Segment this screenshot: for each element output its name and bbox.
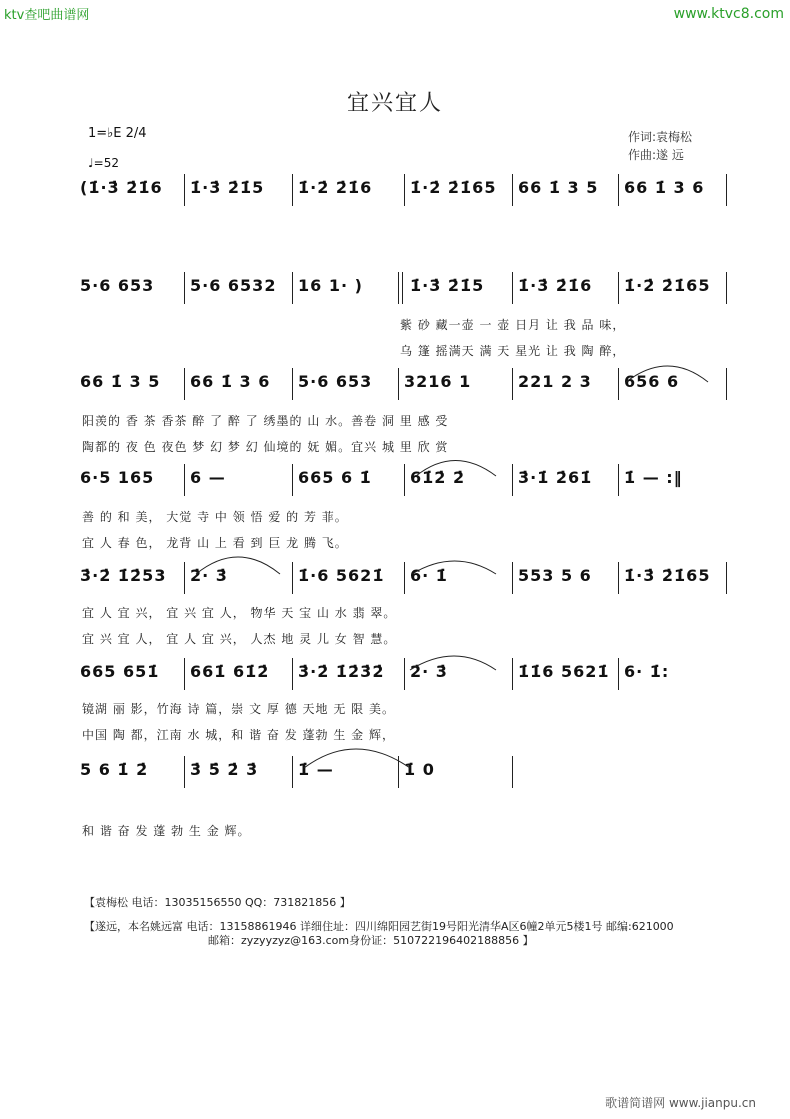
lyric-verse-2: 陶都的 夜 色 夜色 梦 幻 梦 幻 仙境的 妩 媚。宜兴 城 里 欣 赏 [82,440,449,454]
measure: 1̇·3̇ 2̇1̇5 [190,178,265,197]
measure: 1̇1̇6 5621̇ [518,662,610,681]
measure: 1̇·3̇ 2̇1̇5 [410,276,485,295]
measure: 5·6 653 [80,276,155,295]
lyric-verse-2: 中国 陶 都，江南 水 城，和 谐 奋 发 蓬勃 生 金 辉， [82,728,395,742]
key-signature: 1=♭E 2/4 [88,126,147,141]
measure: 3̇·2̇ 1̇2̇53 [80,566,167,585]
measure: 221 2 3 [518,372,592,391]
measure: 5·6 6532 [190,276,277,295]
measure: 1̇·2̇ 2̇1̇6 [298,178,373,197]
measure: 66 1̇ 3 6 [624,178,705,197]
measure: 3̇·1̇ 2̇61̇ [518,468,593,487]
lyric-verse-1: 镜湖 丽 影，竹海 诗 篇，崇 文 厚 德 天地 无 限 美。 [82,702,395,716]
measure: 66 1̇ 3 6 [190,372,271,391]
measure: 553 5 6 [518,566,592,585]
measure: 1̇·3̇ 2̇1̇65 [624,566,711,585]
watermark-left: ktv查吧曲谱网 [4,8,90,23]
watermark-right: www.ktvc8.com [673,6,784,22]
measure: 1̇ — [298,760,334,779]
measure: 656 6 [624,372,680,391]
measure: (1̇·3̇ 2̇1̇6 [80,178,163,197]
measure: 61̇2̇ 2̇ [410,468,466,487]
measure: 2̇· 3̇ [410,662,448,681]
contact-email: 邮箱：zyzyyzyz@163.com身份证：510722196402188856 】 [208,934,534,947]
watermark-bottom: 歌谱简谱网 www.jianpu.cn [605,1096,756,1110]
measure: 5·6 653 [298,372,373,391]
measure: 3216 1 [404,372,472,391]
measure: 1̇·2̇ 2̇1̇65 [624,276,711,295]
measure: 16 1· ) [298,276,363,295]
measure: 665 651̇ [80,662,160,681]
measure: 6· 1̇: [624,662,670,681]
measure: 5 6 1̇ 2̇ [80,760,149,779]
song-title: 宜兴宜人 [346,91,443,116]
measure: 1̇·6 5621̇ [298,566,385,585]
measure: 1̇·2̇ 2̇1̇65 [410,178,497,197]
lyric-verse-2: 宜 人 春 色， 龙背 山 上 看 到 巨 龙 腾 飞。 [82,536,348,550]
tempo-marking: ♩=52 [88,156,119,170]
lyricist-credit: 作词:袁梅松 [628,130,693,144]
measure: 6·5 165 [80,468,155,487]
measure: 66 1̇ 3 5 [80,372,161,391]
measure: 1̇ 0 [404,760,435,779]
lyric-verse-2: 乌 篷 摇满天 满 天 星光 让 我 陶 醉， [400,344,626,358]
measure: 665 6 1̇ [298,468,372,487]
composer-credit: 作曲:遂 远 [628,148,684,162]
measure: 3̇ 5̇ 2̇ 3̇ [190,760,259,779]
lyric-verse-1: 善 的 和 美， 大觉 寺 中 领 悟 爱 的 芳 菲。 [82,510,348,524]
measure: 6· 1̇ [410,566,448,585]
final-lyric: 和 谐 奋 发 蓬 勃 生 金 辉。 [82,824,251,838]
lyric-verse-2: 宜 兴 宜 人， 宜 人 宜 兴， 人杰 地 灵 儿 女 智 慧。 [82,632,397,646]
measure: 2̇· 3̇ [190,566,228,585]
measure: 6 — [190,468,226,487]
lyric-verse-1: 宜 人 宜 兴， 宜 兴 宜 人， 物华 天 宝 山 水 翡 翠。 [82,606,397,620]
measure: 661̇ 61̇2̇ [190,662,270,681]
lyric-verse-1: 阳羡的 香 茶 香茶 醉 了 醉 了 绣墨的 山 水。善卷 洞 里 感 受 [82,414,449,428]
contact-lyricist: 【袁梅松 电话：13035156550 QQ：731821856 】 [84,896,351,909]
lyric-verse-1: 紫 砂 藏一壶 一 壶 日月 让 我 品 味， [400,318,626,332]
measure: 1̇ — :‖ [624,468,683,487]
contact-composer: 【遂远，本名姚远富 电话：13158861946 详细住址：四川绵阳园艺街19号阳光清华A区6幢2单元5楼1号 邮编:621000 [84,920,674,933]
measure: 66 1̇ 3 5 [518,178,599,197]
measure: 1̇·3̇ 2̇1̇6 [518,276,593,295]
measure: 3̇·2̇ 1̇2̇3̇2̇ [298,662,385,681]
